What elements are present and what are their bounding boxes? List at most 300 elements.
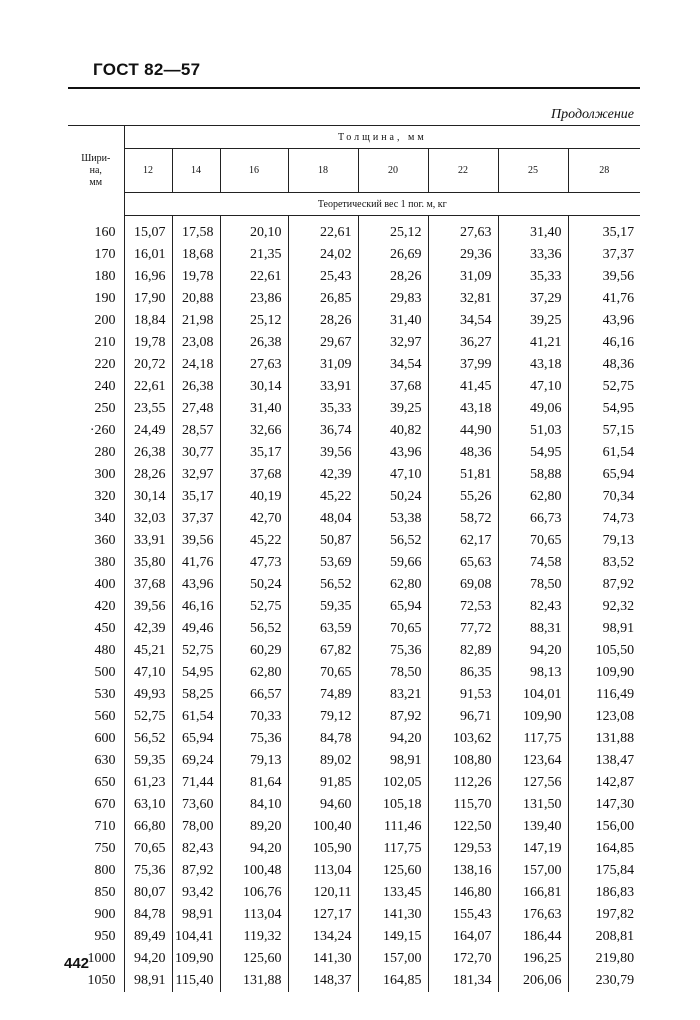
weight-cell: 18,68: [172, 244, 220, 266]
weight-cell: 59,35: [124, 750, 172, 772]
thickness-header-cell: 20: [358, 149, 428, 193]
weight-cell: 155,43: [428, 904, 498, 926]
weight-cell: 91,53: [428, 684, 498, 706]
weight-cell: 94,60: [288, 794, 358, 816]
weight-cell: 74,73: [568, 508, 640, 530]
weight-cell: 89,49: [124, 926, 172, 948]
weight-cell: 37,37: [172, 508, 220, 530]
weight-cell: 25,12: [358, 216, 428, 245]
weight-cell: 31,40: [220, 398, 288, 420]
width-cell: 480: [94, 643, 116, 658]
weight-cell: 28,26: [288, 310, 358, 332]
weight-cell: 186,83: [568, 882, 640, 904]
weight-cell: 20,72: [124, 354, 172, 376]
weight-cell: 23,08: [172, 332, 220, 354]
weight-cell: 115,70: [428, 794, 498, 816]
weight-cell: 43,18: [428, 398, 498, 420]
weight-cell: 84,78: [124, 904, 172, 926]
weight-cell: 28,26: [124, 464, 172, 486]
table-row: [68, 266, 640, 288]
weight-cell: 26,69: [358, 244, 428, 266]
weight-cell: 65,94: [172, 728, 220, 750]
weight-cell: 172,70: [428, 948, 498, 970]
weight-cell: 66,57: [220, 684, 288, 706]
weight-cell: 75,36: [220, 728, 288, 750]
weight-cell: 125,60: [358, 860, 428, 882]
weight-cell: 47,10: [498, 376, 568, 398]
weight-cell: 84,10: [220, 794, 288, 816]
weight-cell: 141,30: [288, 948, 358, 970]
weight-cell: 31,40: [498, 216, 568, 245]
weight-group-header: Теоретический вес 1 пог. м, кг: [124, 193, 640, 216]
weight-cell: 127,56: [498, 772, 568, 794]
weight-cell: 105,90: [288, 838, 358, 860]
weight-cell: 75,36: [124, 860, 172, 882]
weight-cell: 56,52: [124, 728, 172, 750]
weight-cell: 51,81: [428, 464, 498, 486]
weight-cell: 36,27: [428, 332, 498, 354]
weight-cell: 113,04: [288, 860, 358, 882]
thickness-group-header: [124, 126, 640, 149]
weight-cell: 22,61: [288, 216, 358, 245]
weight-cell: 26,38: [124, 442, 172, 464]
table-row: [68, 662, 640, 684]
table-row: [68, 772, 640, 794]
weight-cell: 35,17: [568, 216, 640, 245]
weight-cell: 47,73: [220, 552, 288, 574]
weight-cell: 106,76: [220, 882, 288, 904]
width-cell: 560: [94, 709, 116, 724]
weight-cell: 31,09: [428, 266, 498, 288]
weight-cell: 197,82: [568, 904, 640, 926]
weight-cell: 53,69: [288, 552, 358, 574]
weight-cell: 61,54: [568, 442, 640, 464]
weight-cell: 48,36: [428, 442, 498, 464]
weight-cell: 63,10: [124, 794, 172, 816]
weight-table: [68, 125, 640, 992]
weight-cell: 15,07: [124, 216, 172, 245]
weight-cell: 105,18: [358, 794, 428, 816]
weight-cell: 73,60: [172, 794, 220, 816]
weight-cell: 70,33: [220, 706, 288, 728]
table-row: [68, 926, 640, 948]
weight-cell: 82,43: [172, 838, 220, 860]
table-body: [68, 216, 640, 993]
weight-cell: 86,35: [428, 662, 498, 684]
width-cell: 190: [94, 291, 116, 306]
weight-cell: 89,02: [288, 750, 358, 772]
weight-cell: 115,40: [172, 970, 220, 992]
weight-cell: 39,56: [568, 266, 640, 288]
weight-cell: 109,90: [498, 706, 568, 728]
weight-cell: 92,32: [568, 596, 640, 618]
weight-cell: 43,96: [568, 310, 640, 332]
table-row: [68, 838, 640, 860]
weight-cell: 83,52: [568, 552, 640, 574]
weight-cell: 54,95: [498, 442, 568, 464]
weight-cell: 96,71: [428, 706, 498, 728]
weight-cell: 138,47: [568, 750, 640, 772]
weight-cell: 26,38: [220, 332, 288, 354]
table-row: [68, 376, 640, 398]
weight-cell: 80,07: [124, 882, 172, 904]
weight-cell: 54,95: [172, 662, 220, 684]
weight-cell: 74,58: [498, 552, 568, 574]
weight-cell: 117,75: [358, 838, 428, 860]
weight-cell: 33,36: [498, 244, 568, 266]
weight-cell: 61,54: [172, 706, 220, 728]
weight-cell: 18,84: [124, 310, 172, 332]
width-cell: 210: [94, 335, 116, 350]
table-row: [68, 288, 640, 310]
weight-cell: 91,85: [288, 772, 358, 794]
weight-cell: 116,49: [568, 684, 640, 706]
weight-cell: 27,63: [220, 354, 288, 376]
weight-cell: 42,39: [288, 464, 358, 486]
weight-cell: 30,77: [172, 442, 220, 464]
table-row: [68, 310, 640, 332]
width-cell: 750: [94, 841, 116, 856]
table-row: [68, 464, 640, 486]
width-cell: 400: [94, 577, 116, 592]
weight-cell: 41,76: [172, 552, 220, 574]
table-row: [68, 970, 640, 992]
continuation-label: Продолжение: [551, 107, 634, 122]
weight-cell: 131,50: [498, 794, 568, 816]
weight-cell: 104,01: [498, 684, 568, 706]
weight-cell: 49,93: [124, 684, 172, 706]
width-cell: 280: [94, 445, 116, 460]
weight-cell: 84,78: [288, 728, 358, 750]
weight-cell: 111,46: [358, 816, 428, 838]
weight-cell: 55,26: [428, 486, 498, 508]
weight-cell: 75,36: [358, 640, 428, 662]
table-row: [68, 860, 640, 882]
weight-cell: 103,62: [428, 728, 498, 750]
weight-cell: 42,39: [124, 618, 172, 640]
width-column-header-text: Шири- на, мм: [81, 152, 111, 188]
width-cell: ·260: [89, 423, 116, 438]
weight-cell: 133,45: [358, 882, 428, 904]
weight-cell: 35,80: [124, 552, 172, 574]
weight-cell: 98,13: [498, 662, 568, 684]
width-cell: 530: [94, 687, 116, 702]
thickness-header-cell: 22: [428, 149, 498, 193]
weight-cell: 29,67: [288, 332, 358, 354]
table-row: [68, 486, 640, 508]
weight-cell: 59,66: [358, 552, 428, 574]
weight-cell: 45,22: [288, 486, 358, 508]
weight-cell: 105,50: [568, 640, 640, 662]
weight-cell: 48,36: [568, 354, 640, 376]
weight-cell: 24,49: [124, 420, 172, 442]
weight-cell: 71,44: [172, 772, 220, 794]
weight-cell: 56,52: [358, 530, 428, 552]
table-row: [68, 354, 640, 376]
weight-cell: 134,24: [288, 926, 358, 948]
table-row: [68, 706, 640, 728]
table-row: [68, 420, 640, 442]
weight-cell: 196,25: [498, 948, 568, 970]
thickness-header-row: [68, 149, 640, 193]
width-cell: 200: [94, 313, 116, 328]
width-cell: 500: [94, 665, 116, 680]
weight-cell: 26,85: [288, 288, 358, 310]
weight-cell: 48,04: [288, 508, 358, 530]
weight-cell: 28,26: [358, 266, 428, 288]
weight-cell: 142,87: [568, 772, 640, 794]
weight-cell: 47,10: [124, 662, 172, 684]
weight-cell: 49,46: [172, 618, 220, 640]
width-cell: 320: [94, 489, 116, 504]
weight-cell: 24,02: [288, 244, 358, 266]
weight-cell: 62,80: [358, 574, 428, 596]
weight-cell: 157,00: [358, 948, 428, 970]
table-row: [68, 904, 640, 926]
width-cell: 600: [94, 731, 116, 746]
weight-cell: 166,81: [498, 882, 568, 904]
thickness-header-cell: 14: [172, 149, 220, 193]
width-cell: 670: [94, 797, 116, 812]
weight-cell: 62,17: [428, 530, 498, 552]
weight-cell: 94,20: [358, 728, 428, 750]
weight-cell: 52,75: [124, 706, 172, 728]
width-cell: 240: [94, 379, 116, 394]
weight-cell: 37,68: [220, 464, 288, 486]
weight-cell: 57,15: [568, 420, 640, 442]
weight-cell: 42,70: [220, 508, 288, 530]
weight-cell: 112,26: [428, 772, 498, 794]
thickness-header-cell: 28: [568, 149, 640, 193]
weight-cell: 147,30: [568, 794, 640, 816]
weight-cell: 131,88: [220, 970, 288, 992]
weight-cell: 156,00: [568, 816, 640, 838]
weight-cell: 35,33: [498, 266, 568, 288]
weight-cell: 16,01: [124, 244, 172, 266]
table-row: [68, 508, 640, 530]
weight-cell: 104,41: [172, 926, 220, 948]
weight-cell: 45,21: [124, 640, 172, 662]
weight-cell: 58,72: [428, 508, 498, 530]
weight-cell: 70,65: [124, 838, 172, 860]
table-row: [68, 816, 640, 838]
weight-cell: 100,48: [220, 860, 288, 882]
width-cell: 220: [94, 357, 116, 372]
weight-cell: 17,90: [124, 288, 172, 310]
weight-cell: 219,80: [568, 948, 640, 970]
table-row: [68, 684, 640, 706]
weight-cell: 54,95: [568, 398, 640, 420]
weight-cell: 31,40: [358, 310, 428, 332]
weight-cell: 117,75: [498, 728, 568, 750]
table-row: [68, 882, 640, 904]
weight-cell: 19,78: [124, 332, 172, 354]
weight-cell: 29,36: [428, 244, 498, 266]
weight-cell: 181,34: [428, 970, 498, 992]
weight-cell: 70,65: [498, 530, 568, 552]
weight-cell: 50,24: [358, 486, 428, 508]
weight-cell: 65,94: [358, 596, 428, 618]
weight-cell: 131,88: [568, 728, 640, 750]
weight-cell: 67,82: [288, 640, 358, 662]
weight-cell: 33,91: [288, 376, 358, 398]
weight-cell: 39,56: [288, 442, 358, 464]
weight-cell: 127,17: [288, 904, 358, 926]
table-row: [68, 596, 640, 618]
weight-cell: 82,43: [498, 596, 568, 618]
weight-cell: 37,68: [124, 574, 172, 596]
weight-cell: 109,90: [172, 948, 220, 970]
width-cell: 250: [94, 401, 116, 416]
weight-cell: 29,83: [358, 288, 428, 310]
weight-cell: 56,52: [288, 574, 358, 596]
weight-cell: 39,25: [498, 310, 568, 332]
weight-cell: 32,97: [358, 332, 428, 354]
weight-cell: 37,29: [498, 288, 568, 310]
weight-cell: 25,12: [220, 310, 288, 332]
thickness-group-header-text: Толщина, мм: [337, 131, 427, 143]
weight-cell: 52,75: [172, 640, 220, 662]
weight-cell: 129,53: [428, 838, 498, 860]
weight-cell: 40,19: [220, 486, 288, 508]
weight-cell: 41,21: [498, 332, 568, 354]
weight-cell: 39,56: [124, 596, 172, 618]
weight-cell: 22,61: [220, 266, 288, 288]
weight-cell: 27,63: [428, 216, 498, 245]
weight-cell: 46,16: [568, 332, 640, 354]
weight-cell: 25,43: [288, 266, 358, 288]
weight-cell: 34,54: [358, 354, 428, 376]
weight-cell: 98,91: [124, 970, 172, 992]
table-row: [68, 442, 640, 464]
weight-cell: 69,24: [172, 750, 220, 772]
weight-cell: 157,00: [498, 860, 568, 882]
weight-cell: 41,45: [428, 376, 498, 398]
weight-cell: 26,38: [172, 376, 220, 398]
weight-cell: 58,25: [172, 684, 220, 706]
weight-cell: 93,42: [172, 882, 220, 904]
width-cell: 380: [94, 555, 116, 570]
weight-cell: 79,13: [220, 750, 288, 772]
weight-cell: 69,08: [428, 574, 498, 596]
weight-cell: 32,66: [220, 420, 288, 442]
weight-cell: 72,53: [428, 596, 498, 618]
weight-cell: 36,74: [288, 420, 358, 442]
weight-cell: 31,09: [288, 354, 358, 376]
weight-cell: 39,25: [358, 398, 428, 420]
weight-cell: 77,72: [428, 618, 498, 640]
weight-cell: 70,65: [358, 618, 428, 640]
weight-cell: 119,32: [220, 926, 288, 948]
weight-cell: 63,59: [288, 618, 358, 640]
weight-cell: 65,63: [428, 552, 498, 574]
weight-cell: 53,38: [358, 508, 428, 530]
weight-cell: 34,54: [428, 310, 498, 332]
width-cell: 160: [94, 224, 116, 240]
weight-cell: 98,91: [358, 750, 428, 772]
weight-cell: 32,81: [428, 288, 498, 310]
weight-cell: 230,79: [568, 970, 640, 992]
table-row: [68, 640, 640, 662]
weight-cell: 164,85: [358, 970, 428, 992]
width-cell: 630: [94, 753, 116, 768]
thickness-header-cell: 25: [498, 149, 568, 193]
weight-cell: 37,99: [428, 354, 498, 376]
weight-cell: 79,13: [568, 530, 640, 552]
table-row: [68, 332, 640, 354]
weight-cell: 139,40: [498, 816, 568, 838]
table-row: [68, 530, 640, 552]
weight-cell: 61,23: [124, 772, 172, 794]
width-cell: 180: [94, 269, 116, 284]
width-cell: 650: [94, 775, 116, 790]
weight-cell: 94,20: [220, 838, 288, 860]
weight-cell: 28,57: [172, 420, 220, 442]
weight-cell: 43,96: [358, 442, 428, 464]
weight-cell: 21,98: [172, 310, 220, 332]
width-cell: 300: [94, 467, 116, 482]
weight-cell: 20,10: [220, 216, 288, 245]
weight-cell: 78,00: [172, 816, 220, 838]
weight-cell: 32,03: [124, 508, 172, 530]
table-row: [68, 728, 640, 750]
weight-cell: 21,35: [220, 244, 288, 266]
table-row: [68, 552, 640, 574]
table-row: [68, 794, 640, 816]
width-cell: 710: [94, 819, 116, 834]
weight-cell: 146,80: [428, 882, 498, 904]
weight-cell: 108,80: [428, 750, 498, 772]
weight-cell: 89,20: [220, 816, 288, 838]
weight-cell: 41,76: [568, 288, 640, 310]
weight-cell: 35,17: [220, 442, 288, 464]
weight-cell: 39,56: [172, 530, 220, 552]
width-cell: 360: [94, 533, 116, 548]
weight-cell: 49,06: [498, 398, 568, 420]
weight-cell: 43,18: [498, 354, 568, 376]
weight-cell: 125,60: [220, 948, 288, 970]
weight-cell: 98,91: [172, 904, 220, 926]
weight-cell: 30,14: [220, 376, 288, 398]
weight-cell: 81,64: [220, 772, 288, 794]
weight-cell: 17,58: [172, 216, 220, 245]
weight-cell: 58,88: [498, 464, 568, 486]
weight-cell: 66,80: [124, 816, 172, 838]
weight-cell: 148,37: [288, 970, 358, 992]
weight-cell: 164,85: [568, 838, 640, 860]
weight-cell: 138,16: [428, 860, 498, 882]
weight-cell: 100,40: [288, 816, 358, 838]
thickness-header-cell: 12: [124, 149, 172, 193]
width-cell: 170: [94, 247, 116, 262]
table-row: [68, 398, 640, 420]
weight-cell: 52,75: [568, 376, 640, 398]
width-cell: 1050: [87, 973, 116, 988]
weight-cell: 35,33: [288, 398, 358, 420]
weight-cell: 20,88: [172, 288, 220, 310]
weight-cell: 120,11: [288, 882, 358, 904]
weight-cell: 87,92: [568, 574, 640, 596]
weight-cell: 88,31: [498, 618, 568, 640]
weight-cell: 51,03: [498, 420, 568, 442]
table-row: [68, 618, 640, 640]
header-rule: [68, 87, 640, 89]
weight-cell: 19,78: [172, 266, 220, 288]
weight-cell: 176,63: [498, 904, 568, 926]
weight-cell: 45,22: [220, 530, 288, 552]
weight-cell: 123,64: [498, 750, 568, 772]
weight-cell: 83,21: [358, 684, 428, 706]
